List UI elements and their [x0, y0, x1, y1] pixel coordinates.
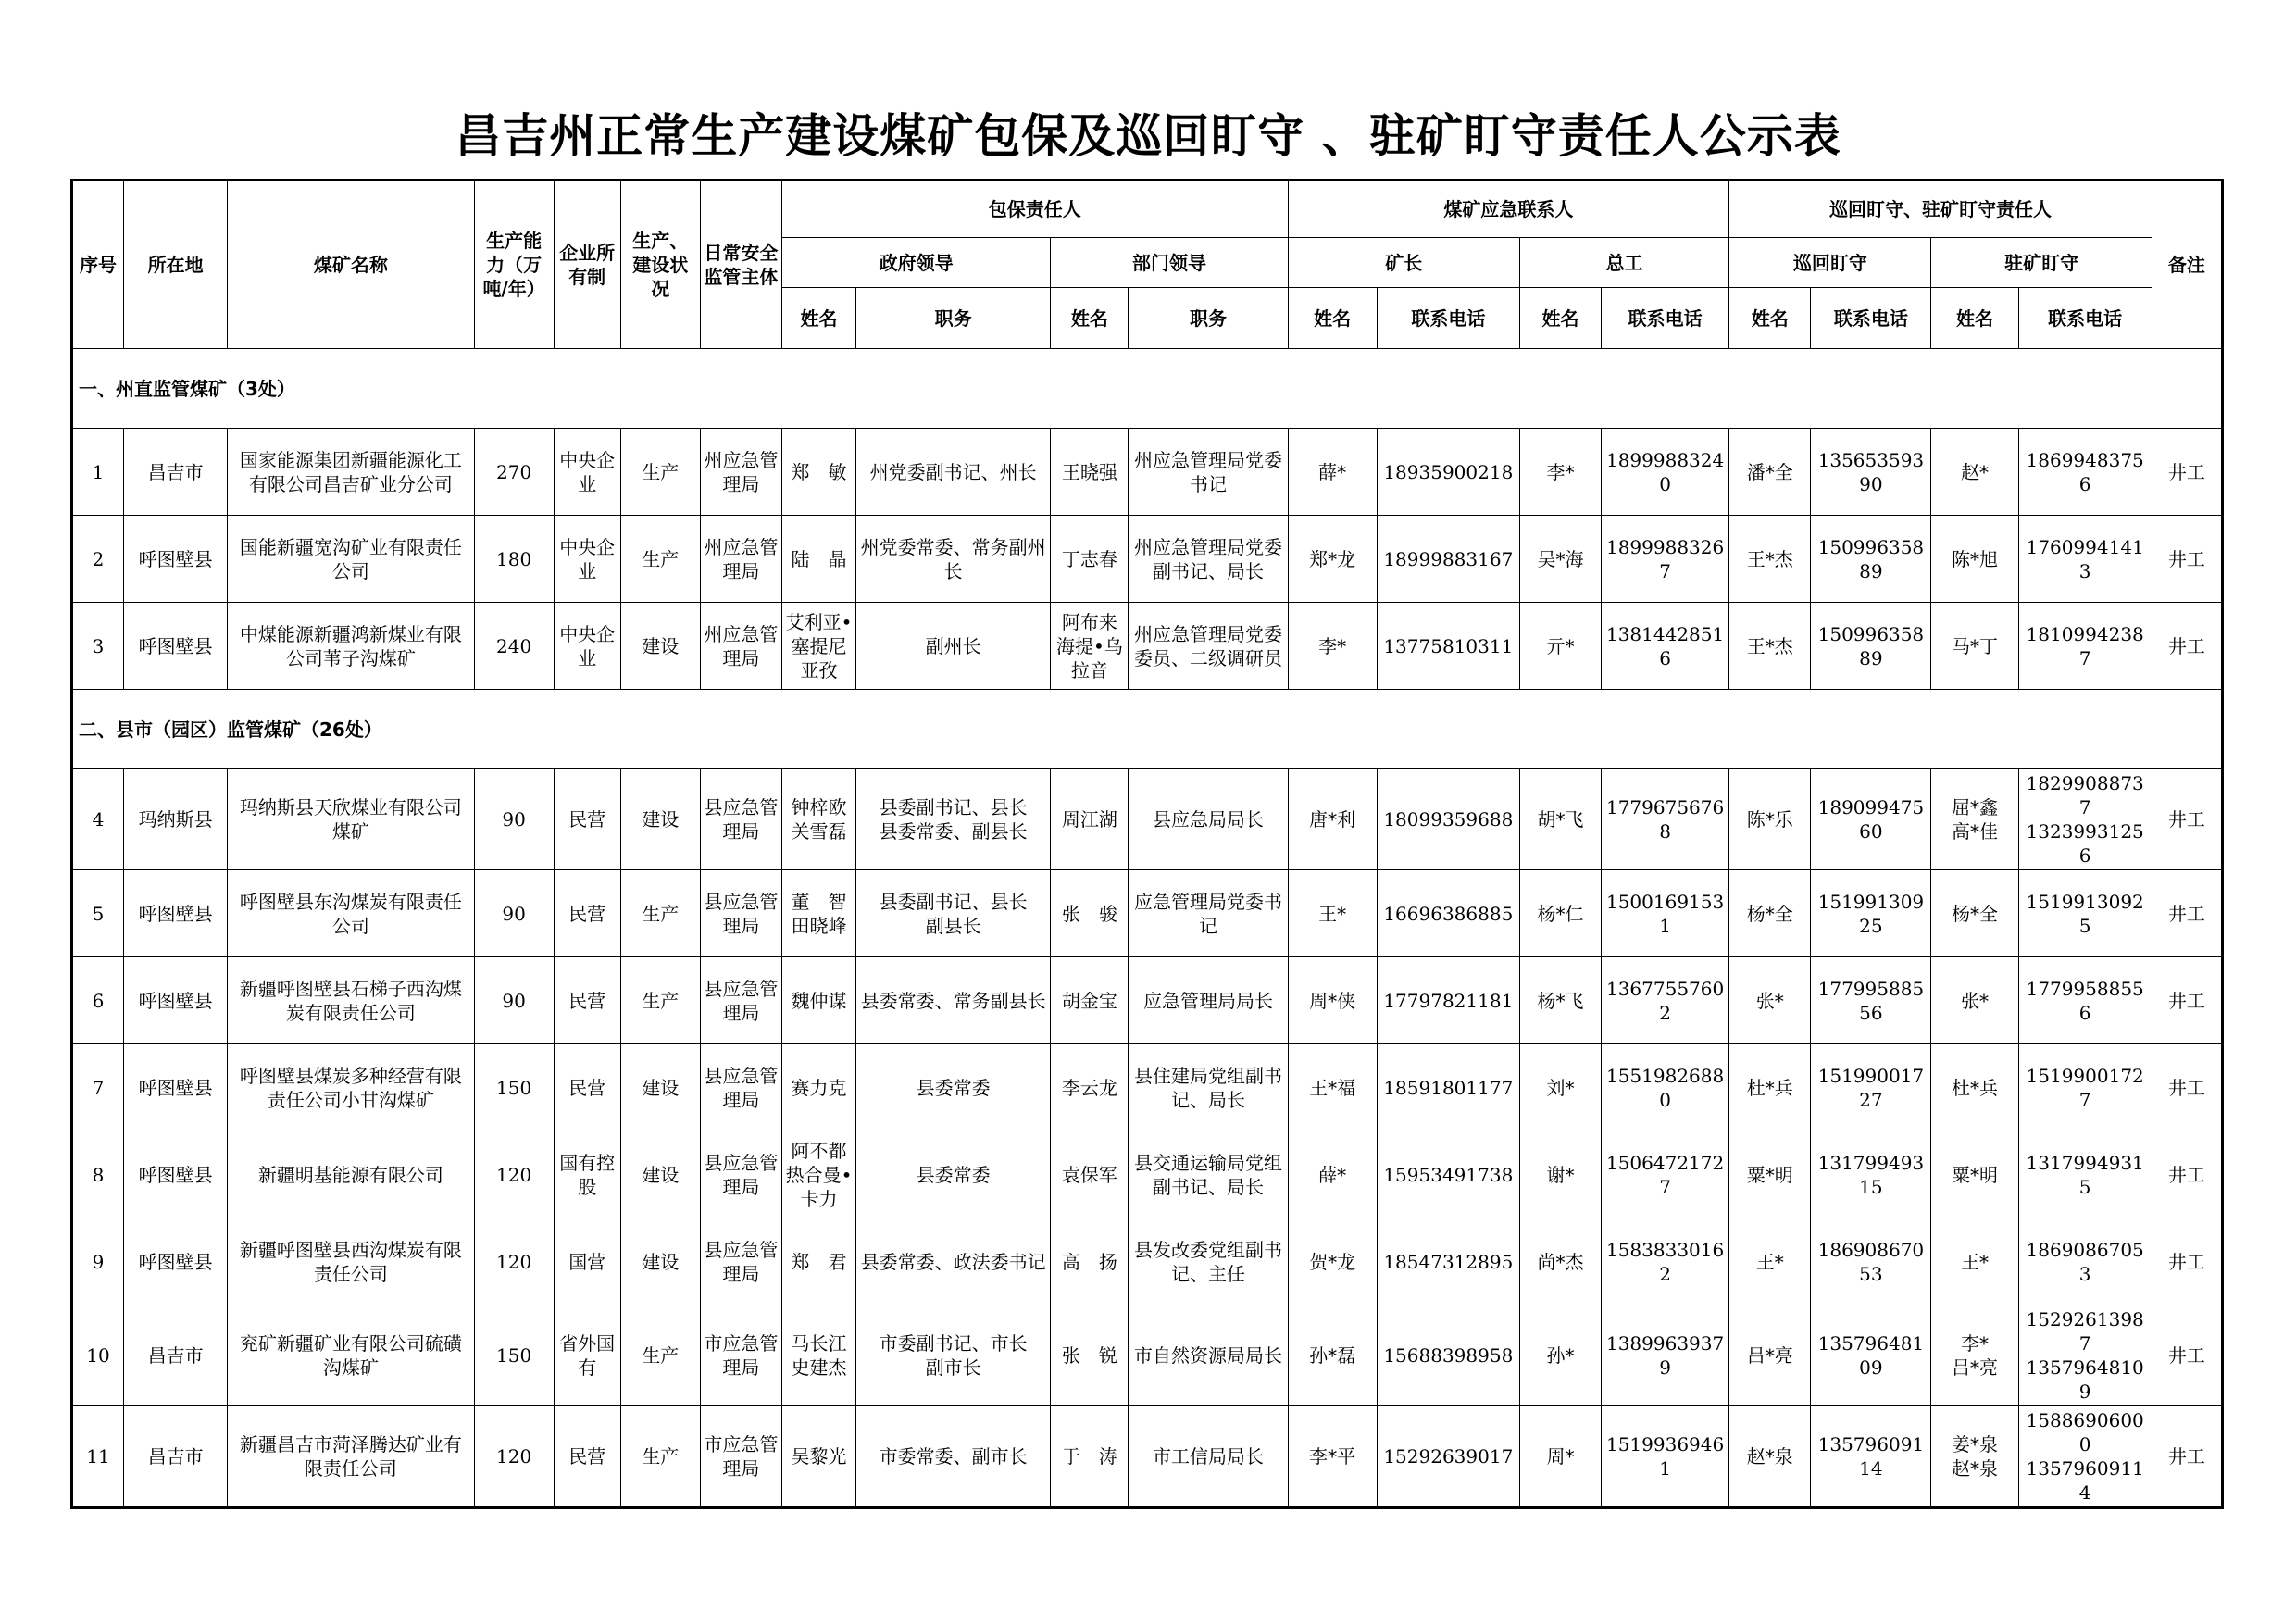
cell-gov-leader-position: 市委副书记、市长 副市长	[856, 1305, 1051, 1406]
cell-seq: 5	[72, 870, 124, 957]
cell-capacity: 90	[474, 769, 554, 870]
cell-chief-eng-phone: 18999883267	[1602, 516, 1729, 603]
cell-remark: 井工	[2152, 870, 2222, 957]
header-name: 姓名	[1519, 288, 1601, 349]
cell-gov-leader-position: 副州长	[856, 603, 1051, 690]
cell-mine-head-name: 薛*	[1288, 429, 1377, 516]
header-location: 所在地	[124, 181, 228, 349]
cell-dept-leader-position: 应急管理局局长	[1129, 957, 1288, 1044]
cell-patrol-name: 张*	[1729, 957, 1811, 1044]
cell-capacity: 120	[474, 1131, 554, 1218]
cell-ownership: 中央企业	[554, 603, 620, 690]
cell-dept-leader-position: 县住建局党组副书记、局长	[1129, 1044, 1288, 1131]
cell-location: 玛纳斯县	[124, 769, 228, 870]
cell-chief-eng-phone: 13677557602	[1602, 957, 1729, 1044]
cell-gov-leader-position: 县委副书记、县长 副县长	[856, 870, 1051, 957]
cell-regulator: 州应急管理局	[700, 516, 781, 603]
cell-resident-name: 杜*兵	[1931, 1044, 2018, 1131]
cell-chief-eng-name: 吴*海	[1519, 516, 1601, 603]
cell-resident-name: 赵*	[1931, 429, 2018, 516]
cell-location: 呼图壁县	[124, 957, 228, 1044]
cell-dept-leader-name: 张 骏	[1051, 870, 1129, 957]
cell-seq: 6	[72, 957, 124, 1044]
cell-gov-leader-name: 吴黎光	[781, 1406, 855, 1508]
cell-regulator: 州应急管理局	[700, 429, 781, 516]
cell-mine-name: 新疆呼图壁县西沟煤炭有限责任公司	[228, 1218, 474, 1305]
cell-chief-eng-phone: 15001691531	[1602, 870, 1729, 957]
cell-mine-name: 国能新疆宽沟矿业有限责任公司	[228, 516, 474, 603]
cell-resident-name: 马*丁	[1931, 603, 2018, 690]
cell-dept-leader-position: 县发改委党组副书记、主任	[1129, 1218, 1288, 1305]
header-phone: 联系电话	[1377, 288, 1519, 349]
cell-dept-leader-position: 州应急管理局党委书记	[1129, 429, 1288, 516]
cell-mine-name: 新疆呼图壁县石梯子西沟煤炭有限责任公司	[228, 957, 474, 1044]
cell-capacity: 180	[474, 516, 554, 603]
header-remark: 备注	[2152, 181, 2222, 349]
cell-regulator: 县应急管理局	[700, 769, 781, 870]
cell-dept-leader-position: 州应急管理局党委委员、二级调研员	[1129, 603, 1288, 690]
cell-gov-leader-position: 县委常委、政法委书记	[856, 1218, 1051, 1305]
cell-location: 呼图壁县	[124, 603, 228, 690]
cell-dept-leader-position: 县交通运输局党组副书记、局长	[1129, 1131, 1288, 1218]
cell-remark: 井工	[2152, 1305, 2222, 1406]
table-row	[72, 769, 2223, 870]
section-title: 二、县市（园区）监管煤矿（26处）	[72, 690, 2223, 769]
cell-regulator: 县应急管理局	[700, 870, 781, 957]
cell-patrol-phone: 15099635889	[1811, 603, 1931, 690]
cell-seq: 3	[72, 603, 124, 690]
cell-patrol-name: 粟*明	[1729, 1131, 1811, 1218]
cell-mine-name: 兖矿新疆矿业有限公司硫磺沟煤矿	[228, 1305, 474, 1406]
cell-gov-leader-position: 州党委副书记、州长	[856, 429, 1051, 516]
cell-remark: 井工	[2152, 1044, 2222, 1131]
cell-remark: 井工	[2152, 516, 2222, 603]
cell-ownership: 省外国有	[554, 1305, 620, 1406]
cell-gov-leader-position: 县委副书记、县长 县委常委、副县长	[856, 769, 1051, 870]
cell-status: 建设	[620, 1131, 700, 1218]
cell-gov-leader-name: 郑 君	[781, 1218, 855, 1305]
cell-remark: 井工	[2152, 429, 2222, 516]
cell-ownership: 民营	[554, 769, 620, 870]
cell-mine-head-phone: 13775810311	[1377, 603, 1519, 690]
header-ownership: 企业所有制	[554, 181, 620, 349]
cell-resident-phone: 17609941413	[2018, 516, 2152, 603]
cell-patrol-name: 王*	[1729, 1218, 1811, 1305]
header-status: 生产、建设状况	[620, 181, 700, 349]
cell-chief-eng-name: 杨*仁	[1519, 870, 1601, 957]
cell-dept-leader-position: 县应急局局长	[1129, 769, 1288, 870]
cell-seq: 8	[72, 1131, 124, 1218]
cell-status: 生产	[620, 957, 700, 1044]
table-row	[72, 1218, 2223, 1305]
cell-dept-leader-name: 王晓强	[1051, 429, 1129, 516]
cell-location: 呼图壁县	[124, 1218, 228, 1305]
cell-patrol-name: 王*杰	[1729, 516, 1811, 603]
cell-mine-head-phone: 18935900218	[1377, 429, 1519, 516]
cell-regulator: 县应急管理局	[700, 1218, 781, 1305]
cell-dept-leader-name: 李云龙	[1051, 1044, 1129, 1131]
cell-regulator: 县应急管理局	[700, 1044, 781, 1131]
cell-capacity: 150	[474, 1044, 554, 1131]
cell-remark: 井工	[2152, 1406, 2222, 1508]
header-name: 姓名	[1931, 288, 2018, 349]
cell-mine-head-phone: 16696386885	[1377, 870, 1519, 957]
cell-location: 呼图壁县	[124, 870, 228, 957]
cell-mine-head-name: 薛*	[1288, 1131, 1377, 1218]
cell-dept-leader-name: 阿布来海提•乌拉音	[1051, 603, 1129, 690]
header-phone: 联系电话	[2018, 288, 2152, 349]
cell-chief-eng-name: 刘*	[1519, 1044, 1601, 1131]
cell-mine-head-phone: 15292639017	[1377, 1406, 1519, 1508]
cell-patrol-phone: 13179949315	[1811, 1131, 1931, 1218]
cell-status: 建设	[620, 769, 700, 870]
cell-mine-name: 呼图壁县煤炭多种经营有限责任公司小甘沟煤矿	[228, 1044, 474, 1131]
cell-patrol-phone: 18690867053	[1811, 1218, 1931, 1305]
cell-capacity: 120	[474, 1218, 554, 1305]
table-row	[72, 957, 2223, 1044]
table-row	[72, 603, 2223, 690]
cell-dept-leader-position: 市工信局局长	[1129, 1406, 1288, 1508]
cell-gov-leader-name: 魏仲谋	[781, 957, 855, 1044]
cell-chief-eng-name: 谢*	[1519, 1131, 1601, 1218]
cell-mine-head-phone: 18591801177	[1377, 1044, 1519, 1131]
header-phone: 联系电话	[1602, 288, 1729, 349]
cell-regulator: 县应急管理局	[700, 1131, 781, 1218]
cell-dept-leader-name: 袁保军	[1051, 1131, 1129, 1218]
cell-resident-phone: 15199001727	[2018, 1044, 2152, 1131]
cell-mine-head-name: 李*	[1288, 603, 1377, 690]
cell-gov-leader-name: 陆 晶	[781, 516, 855, 603]
cell-regulator: 市应急管理局	[700, 1406, 781, 1508]
header-dept-leader: 部门领导	[1051, 238, 1288, 288]
cell-dept-leader-name: 于 涛	[1051, 1406, 1129, 1508]
cell-seq: 7	[72, 1044, 124, 1131]
cell-chief-eng-name: 尚*杰	[1519, 1218, 1601, 1305]
header-name: 姓名	[781, 288, 855, 349]
cell-mine-head-phone: 15688398958	[1377, 1305, 1519, 1406]
cell-resident-phone: 13179949315	[2018, 1131, 2152, 1218]
responsibility-table	[70, 179, 2224, 1509]
cell-resident-name: 粟*明	[1931, 1131, 2018, 1218]
section-title: 一、州直监管煤矿（3处）	[72, 349, 2223, 429]
cell-chief-eng-name: 亓*	[1519, 603, 1601, 690]
cell-patrol-phone: 18909947560	[1811, 769, 1931, 870]
header-patrol: 巡回盯守	[1729, 238, 1931, 288]
cell-mine-head-name: 唐*利	[1288, 769, 1377, 870]
cell-status: 生产	[620, 516, 700, 603]
cell-chief-eng-phone: 15064721727	[1602, 1131, 1729, 1218]
cell-mine-head-name: 周*侠	[1288, 957, 1377, 1044]
cell-mine-name: 新疆明基能源有限公司	[228, 1131, 474, 1218]
cell-capacity: 90	[474, 957, 554, 1044]
cell-ownership: 民营	[554, 957, 620, 1044]
table-row	[72, 429, 2223, 516]
cell-patrol-phone: 15099635889	[1811, 516, 1931, 603]
cell-gov-leader-name: 赛力克	[781, 1044, 855, 1131]
cell-dept-leader-position: 州应急管理局党委副书记、局长	[1129, 516, 1288, 603]
cell-remark: 井工	[2152, 603, 2222, 690]
cell-chief-eng-name: 周*	[1519, 1406, 1601, 1508]
cell-ownership: 中央企业	[554, 429, 620, 516]
cell-location: 呼图壁县	[124, 1131, 228, 1218]
cell-gov-leader-name: 艾利亚•塞提尼亚孜	[781, 603, 855, 690]
cell-patrol-name: 杜*兵	[1729, 1044, 1811, 1131]
cell-chief-eng-phone: 15519826880	[1602, 1044, 1729, 1131]
header-gov-leader: 政府领导	[781, 238, 1050, 288]
cell-location: 呼图壁县	[124, 1044, 228, 1131]
section-row	[72, 349, 2223, 429]
cell-dept-leader-name: 胡金宝	[1051, 957, 1129, 1044]
cell-patrol-phone: 13579648109	[1811, 1305, 1931, 1406]
table-row	[72, 870, 2223, 957]
cell-chief-eng-phone: 15838330162	[1602, 1218, 1729, 1305]
cell-gov-leader-name: 郑 敏	[781, 429, 855, 516]
header-capacity: 生产能力（万吨/年）	[474, 181, 554, 349]
header-resident: 驻矿盯守	[1931, 238, 2152, 288]
cell-location: 昌吉市	[124, 429, 228, 516]
cell-regulator: 市应急管理局	[700, 1305, 781, 1406]
cell-chief-eng-phone: 13814428516	[1602, 603, 1729, 690]
cell-capacity: 120	[474, 1406, 554, 1508]
cell-remark: 井工	[2152, 1218, 2222, 1305]
cell-mine-head-name: 贺*龙	[1288, 1218, 1377, 1305]
cell-mine-name: 玛纳斯县天欣煤业有限公司煤矿	[228, 769, 474, 870]
cell-resident-name: 杨*全	[1931, 870, 2018, 957]
cell-dept-leader-position: 市自然资源局局长	[1129, 1305, 1288, 1406]
cell-mine-head-phone: 15953491738	[1377, 1131, 1519, 1218]
cell-gov-leader-name: 阿不都热合曼•卡力	[781, 1131, 855, 1218]
cell-remark: 井工	[2152, 1131, 2222, 1218]
cell-regulator: 州应急管理局	[700, 603, 781, 690]
cell-status: 生产	[620, 1406, 700, 1508]
cell-mine-head-phone: 18099359688	[1377, 769, 1519, 870]
table-row	[72, 1044, 2223, 1131]
cell-seq: 1	[72, 429, 124, 516]
cell-ownership: 国营	[554, 1218, 620, 1305]
cell-dept-leader-name: 高 扬	[1051, 1218, 1129, 1305]
header-seq: 序号	[72, 181, 124, 349]
header-mine-name: 煤矿名称	[228, 181, 474, 349]
cell-status: 生产	[620, 429, 700, 516]
cell-capacity: 90	[474, 870, 554, 957]
header-mine-head: 矿长	[1288, 238, 1519, 288]
cell-status: 建设	[620, 1218, 700, 1305]
cell-gov-leader-name: 马长江 史建杰	[781, 1305, 855, 1406]
table-row	[72, 516, 2223, 603]
cell-chief-eng-phone: 13899639379	[1602, 1305, 1729, 1406]
cell-gov-leader-position: 县委常委、常务副县长	[856, 957, 1051, 1044]
cell-status: 生产	[620, 1305, 700, 1406]
cell-remark: 井工	[2152, 769, 2222, 870]
cell-chief-eng-name: 李*	[1519, 429, 1601, 516]
cell-mine-head-name: 王*	[1288, 870, 1377, 957]
cell-resident-name: 李* 吕*亮	[1931, 1305, 2018, 1406]
cell-patrol-name: 王*杰	[1729, 603, 1811, 690]
table-row	[72, 1131, 2223, 1218]
cell-dept-leader-name: 张 锐	[1051, 1305, 1129, 1406]
cell-location: 昌吉市	[124, 1305, 228, 1406]
cell-resident-phone: 15886906000 13579609114	[2018, 1406, 2152, 1508]
header-name: 姓名	[1051, 288, 1129, 349]
cell-resident-name: 陈*旭	[1931, 516, 2018, 603]
cell-chief-eng-phone: 18999883240	[1602, 429, 1729, 516]
cell-status: 建设	[620, 1044, 700, 1131]
cell-mine-head-name: 李*平	[1288, 1406, 1377, 1508]
header-regulator: 日常安全监管主体	[700, 181, 781, 349]
cell-patrol-phone: 13565359390	[1811, 429, 1931, 516]
cell-patrol-phone: 17799588556	[1811, 957, 1931, 1044]
header-position: 职务	[856, 288, 1051, 349]
cell-chief-eng-name: 胡*飞	[1519, 769, 1601, 870]
cell-seq: 10	[72, 1305, 124, 1406]
header-chief-eng: 总工	[1519, 238, 1728, 288]
cell-ownership: 中央企业	[554, 516, 620, 603]
cell-gov-leader-position: 县委常委	[856, 1044, 1051, 1131]
cell-resident-phone: 18690867053	[2018, 1218, 2152, 1305]
header-phone: 联系电话	[1811, 288, 1931, 349]
cell-patrol-name: 潘*全	[1729, 429, 1811, 516]
cell-mine-name: 国家能源集团新疆能源化工有限公司昌吉矿业分公司	[228, 429, 474, 516]
cell-gov-leader-position: 州党委常委、常务副州长	[856, 516, 1051, 603]
page-title: 昌吉州正常生产建设煤矿包保及巡回盯守 、驻矿盯守责任人公示表	[455, 109, 1841, 163]
cell-chief-eng-name: 孙*	[1519, 1305, 1601, 1406]
cell-location: 呼图壁县	[124, 516, 228, 603]
header-watch: 巡回盯守、驻矿盯守责任人	[1729, 181, 2152, 238]
cell-remark: 井工	[2152, 957, 2222, 1044]
cell-patrol-name: 陈*乐	[1729, 769, 1811, 870]
cell-ownership: 民营	[554, 1044, 620, 1131]
cell-gov-leader-name: 钟梓欧 关雪磊	[781, 769, 855, 870]
header-emergency: 煤矿应急联系人	[1288, 181, 1729, 238]
cell-chief-eng-phone: 17796756768	[1602, 769, 1729, 870]
cell-status: 生产	[620, 870, 700, 957]
cell-mine-head-name: 孙*磊	[1288, 1305, 1377, 1406]
cell-patrol-name: 杨*全	[1729, 870, 1811, 957]
cell-dept-leader-name: 丁志春	[1051, 516, 1129, 603]
cell-resident-name: 张*	[1931, 957, 2018, 1044]
cell-regulator: 县应急管理局	[700, 957, 781, 1044]
header-position: 职务	[1129, 288, 1288, 349]
cell-capacity: 270	[474, 429, 554, 516]
cell-resident-name: 王*	[1931, 1218, 2018, 1305]
cell-mine-name: 呼图壁县东沟煤炭有限责任公司	[228, 870, 474, 957]
cell-dept-leader-position: 应急管理局党委书记	[1129, 870, 1288, 957]
header-baobao: 包保责任人	[781, 181, 1288, 238]
cell-ownership: 国有控股	[554, 1131, 620, 1218]
cell-mine-head-name: 王*福	[1288, 1044, 1377, 1131]
cell-resident-name: 屈*鑫 高*佳	[1931, 769, 2018, 870]
cell-patrol-name: 吕*亮	[1729, 1305, 1811, 1406]
cell-seq: 11	[72, 1406, 124, 1508]
table-row	[72, 1406, 2223, 1508]
cell-seq: 4	[72, 769, 124, 870]
cell-resident-phone: 17799588556	[2018, 957, 2152, 1044]
table-row	[72, 1305, 2223, 1406]
cell-capacity: 240	[474, 603, 554, 690]
cell-resident-phone: 18109942387	[2018, 603, 2152, 690]
cell-capacity: 150	[474, 1305, 554, 1406]
cell-status: 建设	[620, 603, 700, 690]
cell-mine-head-phone: 18999883167	[1377, 516, 1519, 603]
cell-dept-leader-name: 周江湖	[1051, 769, 1129, 870]
cell-mine-head-phone: 18547312895	[1377, 1218, 1519, 1305]
cell-seq: 9	[72, 1218, 124, 1305]
cell-mine-name: 中煤能源新疆鸿新煤业有限公司苇子沟煤矿	[228, 603, 474, 690]
cell-patrol-name: 赵*泉	[1729, 1406, 1811, 1508]
cell-resident-phone: 15199130925	[2018, 870, 2152, 957]
cell-gov-leader-position: 县委常委	[856, 1131, 1051, 1218]
cell-ownership: 民营	[554, 870, 620, 957]
cell-patrol-phone: 15199001727	[1811, 1044, 1931, 1131]
cell-ownership: 民营	[554, 1406, 620, 1508]
cell-gov-leader-name: 董 智 田晓峰	[781, 870, 855, 957]
cell-mine-head-phone: 17797821181	[1377, 957, 1519, 1044]
cell-resident-name: 姜*泉 赵*泉	[1931, 1406, 2018, 1508]
cell-mine-head-name: 郑*龙	[1288, 516, 1377, 603]
cell-seq: 2	[72, 516, 124, 603]
section-row	[72, 690, 2223, 769]
cell-patrol-phone: 13579609114	[1811, 1406, 1931, 1508]
header-name: 姓名	[1729, 288, 1811, 349]
table-body	[72, 349, 2223, 1508]
cell-resident-phone: 15292613987 13579648109	[2018, 1305, 2152, 1406]
cell-resident-phone: 18699483756	[2018, 429, 2152, 516]
cell-gov-leader-position: 市委常委、副市长	[856, 1406, 1051, 1508]
cell-location: 昌吉市	[124, 1406, 228, 1508]
header-name: 姓名	[1288, 288, 1377, 349]
cell-chief-eng-phone: 15199369461	[1602, 1406, 1729, 1508]
cell-mine-name: 新疆昌吉市菏泽腾达矿业有限责任公司	[228, 1406, 474, 1508]
cell-chief-eng-name: 杨*飞	[1519, 957, 1601, 1044]
cell-resident-phone: 18299088737 13239931256	[2018, 769, 2152, 870]
cell-patrol-phone: 15199130925	[1811, 870, 1931, 957]
